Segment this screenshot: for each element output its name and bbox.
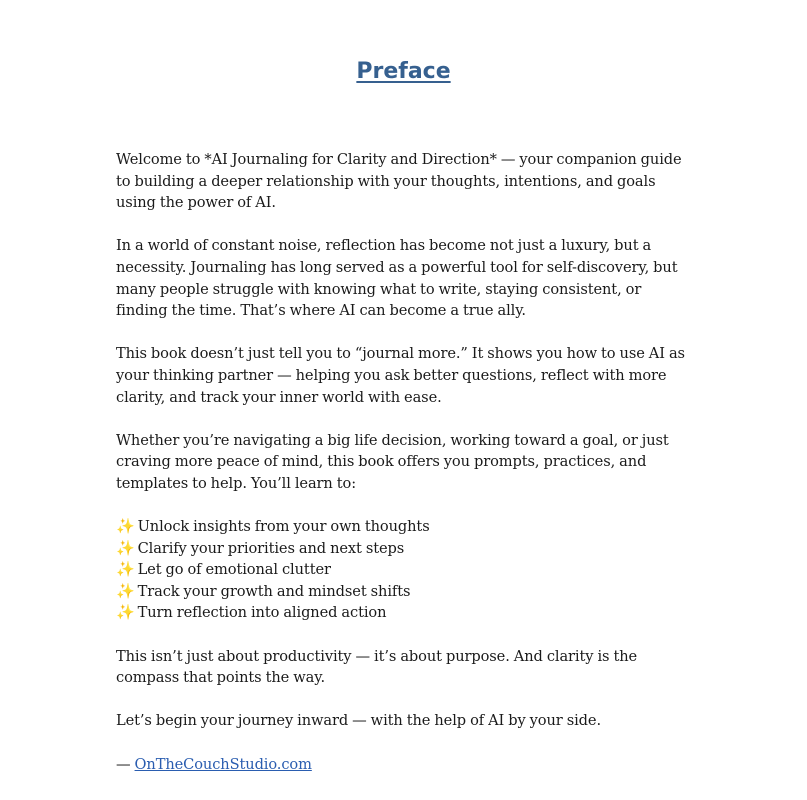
list-item-text: Track your growth and mindset shifts — [137, 582, 411, 600]
website-link[interactable]: OnTheCouchStudio.com — [134, 755, 312, 773]
list-item-text: Let go of emotional clutter — [137, 561, 331, 579]
paragraph-purpose: This isn’t just about productivity — it’s about purpose. And clarity is the compass that points the way. — [116, 647, 638, 687]
paragraph-reflection: In a world of constant noise, reflection has become not just a luxury, but a necessity. Journaling has long served as a powerful tool for self-discovery, but many people struggle with knowing what to write, staying consistent, or finding the time. That’s where AI can become a true ally. — [116, 237, 678, 320]
signature-dash: — — [116, 755, 131, 773]
sparkles-icon: ✨ — [116, 603, 135, 622]
list-item — [116, 516, 696, 538]
list-item — [116, 581, 696, 603]
signature — [116, 754, 696, 776]
sparkles-icon: ✨ — [116, 581, 135, 600]
benefits-list — [116, 516, 696, 624]
sparkles-icon: ✨ — [116, 538, 135, 557]
paragraph-learn-to: Whether you’re navigating a big life decision, working toward a goal, or just craving more peace of mind, this book offers you prompts, practices, and templates to help. You’ll learn to: — [116, 431, 669, 492]
list-item — [116, 538, 696, 560]
list-item-text: Turn reflection into aligned action — [137, 604, 387, 622]
list-item-text: Clarify your priorities and next steps — [137, 539, 405, 557]
sparkles-icon: ✨ — [116, 560, 135, 579]
paragraph-book-purpose: This book doesn’t just tell you to “journal more.” It shows you how to use AI as your thinking partner — helping you ask better questions, reflect with more clarity, and track your inner world with ease. — [116, 345, 685, 406]
paragraph-begin-journey: Let’s begin your journey inward — with the help of AI by your side. — [116, 712, 601, 730]
page-title: Preface — [356, 59, 451, 84]
list-item — [116, 559, 696, 581]
preface-body — [116, 149, 696, 797]
list-item-text: Unlock insights from your own thoughts — [137, 518, 430, 536]
paragraph-intro: Welcome to *AI Journaling for Clarity and Direction* — your companion guide to building a deeper relationship with your thoughts, intentions, and goals using the power of AI. — [116, 151, 682, 212]
sparkles-icon: ✨ — [116, 517, 135, 536]
list-item — [116, 602, 696, 624]
